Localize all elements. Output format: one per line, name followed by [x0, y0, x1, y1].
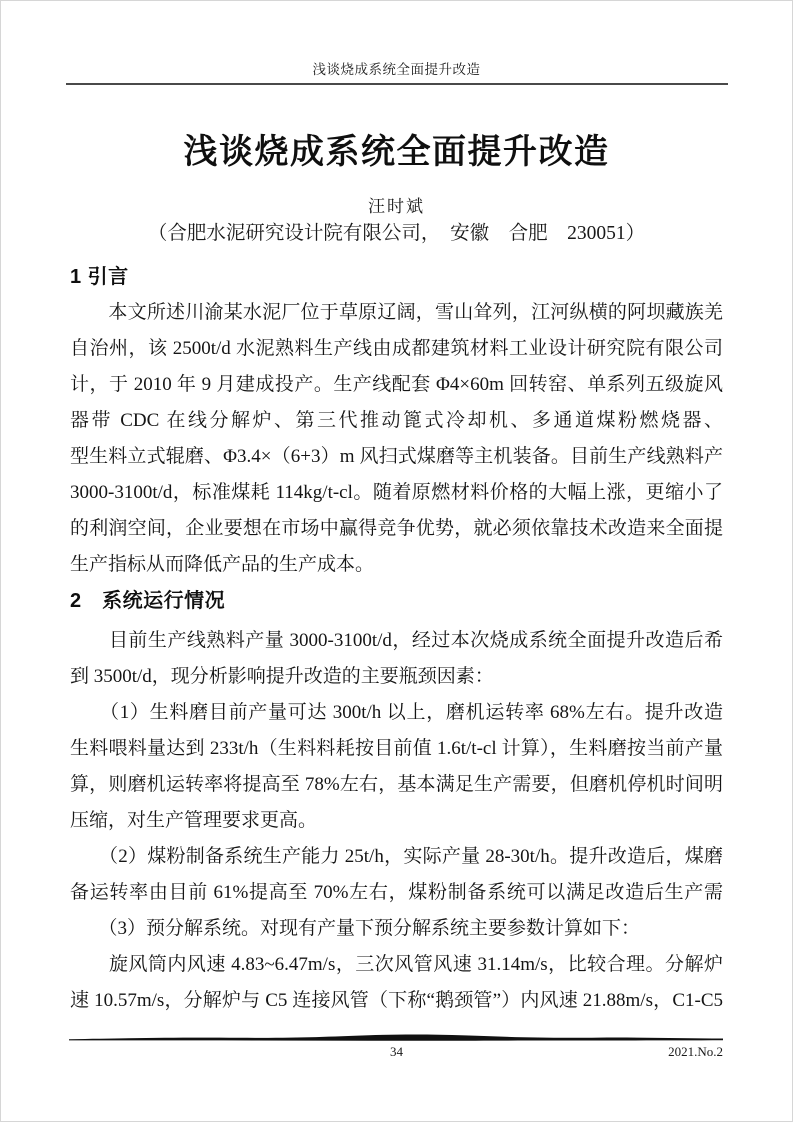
body-line: 型生料立式辊磨、Φ3.4×（6+3）m 风扫式煤磨等主机装备。目前生产线熟料产 [70, 446, 723, 467]
footer [70, 1044, 723, 1062]
author-affiliation: （合肥水泥研究设计院有限公司， 安徽 合肥 230051） [147, 223, 646, 244]
body-line: 备运转率由目前 61%提高至 70%左右，煤粉制备系统可以满足改造后生产需 [70, 882, 723, 903]
section-heading-system-operation: 2 系统运行情况 [70, 590, 226, 612]
body-line: 自治州，该 2500t/d 水泥熟料生产线由成都建筑材料工业设计研究院有限公司 [70, 338, 723, 359]
body-line: 的利润空间，企业要想在市场中赢得竞争优势，就必须依靠技术改造来全面提 [70, 518, 723, 539]
header-rule [66, 83, 728, 85]
body-line: 目前生产线熟料产量 3000-3100t/d，经过本次烧成系统全面提升改造后希 [108, 630, 723, 651]
body-line: （2）煤粉制备系统生产能力 25t/h，实际产量 28-30t/h。提升改造后，煤磨 [108, 846, 723, 867]
body-line: （1）生料磨目前产量可达 300t/h 以上，磨机运转率 68%左右。提升改造 [109, 702, 723, 723]
running-header-title: 浅谈烧成系统全面提升改造 [312, 62, 481, 77]
body-line: （3）预分解系统。对现有产量下预分解系统主要参数计算如下： [70, 918, 641, 939]
page-title: 浅谈烧成系统全面提升改造 [183, 133, 610, 171]
body-line: 器带 CDC 在线分解炉、第三代推动篦式冷却机、多通道煤粉燃烧器、 [70, 410, 723, 431]
body-line: 生产指标从而降低产品的生产成本。 [70, 554, 375, 575]
section-heading-introduction: 1 引言 [70, 266, 129, 288]
body-line: 到 3500t/d，现分析影响提升改造的主要瓶颈因素： [70, 666, 494, 687]
issue-number: 2021.No.2 [668, 1044, 723, 1059]
section-2-body [70, 623, 723, 1019]
page-number: 34 [390, 1044, 403, 1059]
footer-rule [69, 1033, 723, 1042]
body-line: 压缩，对生产管理要求更高。 [70, 810, 318, 831]
body-line: 3000-3100t/d，标准煤耗 114kg/t-cl。随着原燃材料价格的大幅上涨，更缩小了 [70, 482, 723, 503]
body-line: 算，则磨机运转率将提高至 78%左右，基本满足生产需要，但磨机停机时间明 [70, 774, 723, 795]
body-line: 计，于 2010 年 9 月建成投产。生产线配套 Φ4×60m 回转窑、单系列五级旋风 [70, 374, 723, 395]
section-1-body [70, 295, 723, 583]
body-line: 本文所述川渝某水泥厂位于草原辽阔，雪山耸列，江河纵横的阿坝藏族羌 [108, 302, 723, 323]
author-name: 汪时斌 [368, 197, 425, 216]
body-line: 速 10.57m/s，分解炉与 C5 连接风管（下称“鹅颈管”）内风速 21.88m/s，C1-C5 [70, 990, 723, 1011]
body-line: 旋风筒内风速 4.83~6.47m/s，三次风管风速 31.14m/s，比较合理。分解炉 [108, 954, 723, 975]
body-line: 生料喂料量达到 233t/h（生料料耗按目前值 1.6t/t-cl 计算），生料磨按当前产量 [70, 738, 723, 759]
